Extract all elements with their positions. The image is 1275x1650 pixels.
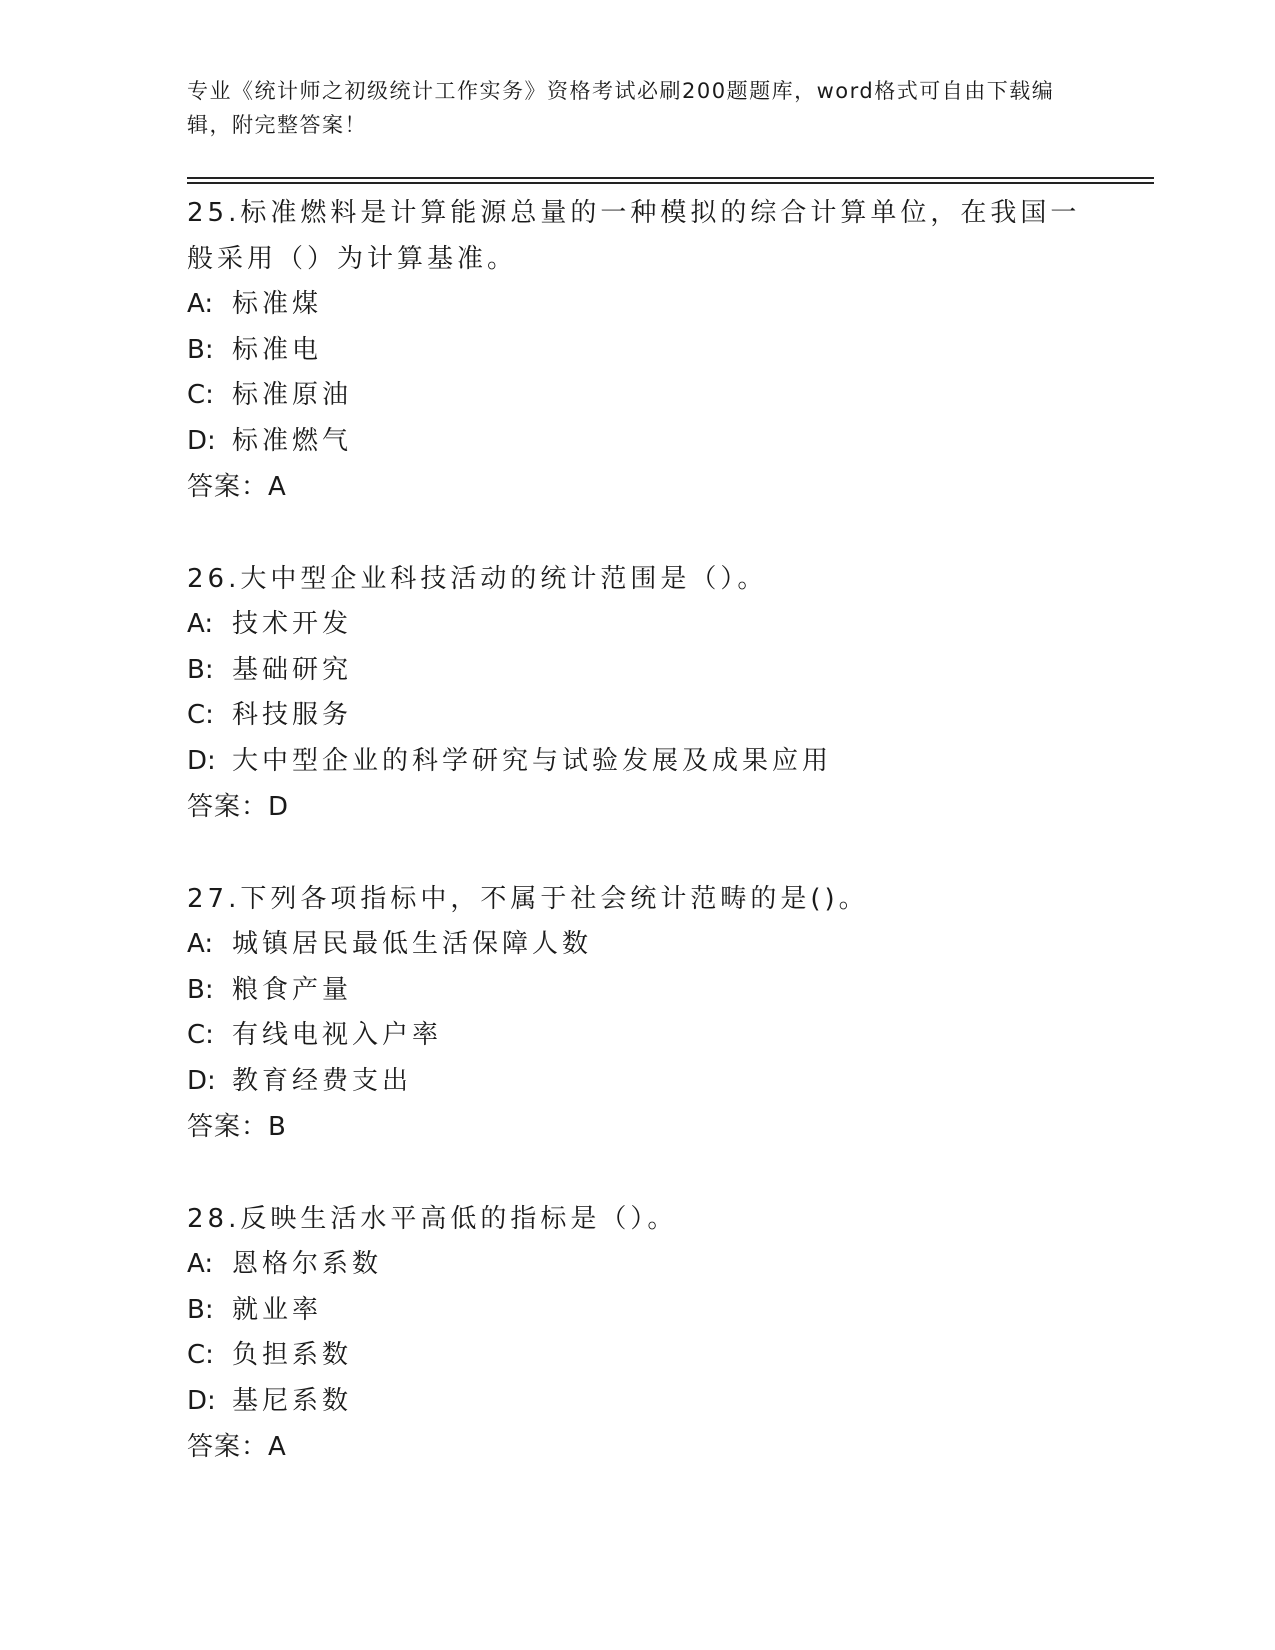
question-stem: 28.反映生活水平高低的指标是（）。 <box>187 1204 678 1234</box>
option-list <box>187 602 1087 784</box>
option-letter: A: <box>187 609 214 639</box>
option-a <box>187 602 1087 648</box>
question-28 <box>187 1196 1087 1470</box>
question-list <box>187 190 1087 1516</box>
option-letter: C: <box>187 1020 214 1050</box>
option-text: 基尼系数 <box>232 1385 353 1416</box>
answer-label: 答案： <box>187 471 269 501</box>
question-25 <box>187 190 1087 510</box>
option-text: 教育经费支出 <box>232 1065 413 1096</box>
answer-label: 答案： <box>187 791 269 821</box>
answer-value: B <box>268 1112 287 1142</box>
answer-value: D <box>268 792 290 822</box>
option-text: 就业率 <box>232 1294 323 1325</box>
option-list <box>187 282 1087 464</box>
option-c <box>187 693 1087 739</box>
answer-line <box>187 1104 1087 1150</box>
option-a <box>187 922 1087 968</box>
option-text: 恩格尔系数 <box>232 1249 383 1279</box>
option-text: 有线电视入户率 <box>232 1020 443 1050</box>
answer-label: 答案： <box>187 1111 269 1141</box>
option-letter: D: <box>187 1065 216 1096</box>
option-c <box>187 1013 1087 1059</box>
option-text: 负担系数 <box>232 1340 353 1370</box>
option-b <box>187 1288 1087 1334</box>
option-text: 技术开发 <box>232 609 353 639</box>
option-text: 粮食产量 <box>232 974 353 1005</box>
option-text: 城镇居民最低生活保障人数 <box>232 929 593 959</box>
question-26 <box>187 556 1087 830</box>
answer-label: 答案： <box>187 1431 269 1461</box>
option-text: 标准原油 <box>232 380 353 410</box>
option-letter: D: <box>187 1385 216 1416</box>
option-text: 科技服务 <box>232 700 353 730</box>
option-list <box>187 922 1087 1104</box>
option-a <box>187 1242 1087 1288</box>
option-text: 标准煤 <box>232 289 323 319</box>
option-b <box>187 328 1087 374</box>
option-list <box>187 1242 1087 1424</box>
question-stem: 26.大中型企业科技活动的统计范围是（）。 <box>187 564 768 594</box>
answer-line <box>187 1424 1087 1470</box>
answer-value: A <box>268 1432 287 1462</box>
option-b <box>187 648 1087 694</box>
answer-line <box>187 784 1087 830</box>
option-letter: C: <box>187 1340 214 1370</box>
option-text: 标准燃气 <box>232 425 353 456</box>
option-b <box>187 968 1087 1014</box>
option-letter: B: <box>187 974 214 1005</box>
option-d <box>187 1379 1087 1425</box>
option-text: 基础研究 <box>232 654 353 685</box>
option-c <box>187 1333 1087 1379</box>
option-letter: A: <box>187 289 214 319</box>
option-text: 标准电 <box>232 334 323 365</box>
option-letter: D: <box>187 425 216 456</box>
option-text: 大中型企业的科学研究与试验发展及成果应用 <box>232 745 833 776</box>
option-d <box>187 1059 1087 1105</box>
document-header: 专业《统计师之初级统计工作实务》资格考试必刷200题题库，word格式可自由下载编辑，附完整答案！ <box>187 79 1055 137</box>
option-c <box>187 373 1087 419</box>
option-letter: D: <box>187 745 216 776</box>
option-letter: A: <box>187 1249 214 1279</box>
question-stem: 25.标准燃料是计算能源总量的一种模拟的综合计算单位，在我国一般采用（）为计算基准。 <box>187 198 1081 274</box>
option-d <box>187 739 1087 785</box>
option-letter: C: <box>187 380 214 410</box>
option-a <box>187 282 1087 328</box>
header-rule-bottom <box>187 182 1154 184</box>
question-27 <box>187 876 1087 1150</box>
header-rule-top <box>187 177 1154 179</box>
option-letter: B: <box>187 654 214 685</box>
answer-value: A <box>268 472 287 502</box>
option-d <box>187 419 1087 465</box>
answer-line <box>187 464 1087 510</box>
option-letter: B: <box>187 334 214 365</box>
option-letter: A: <box>187 929 214 959</box>
question-stem: 27.下列各项指标中，不属于社会统计范畴的是()。 <box>187 884 869 914</box>
option-letter: C: <box>187 700 214 730</box>
option-letter: B: <box>187 1294 214 1325</box>
